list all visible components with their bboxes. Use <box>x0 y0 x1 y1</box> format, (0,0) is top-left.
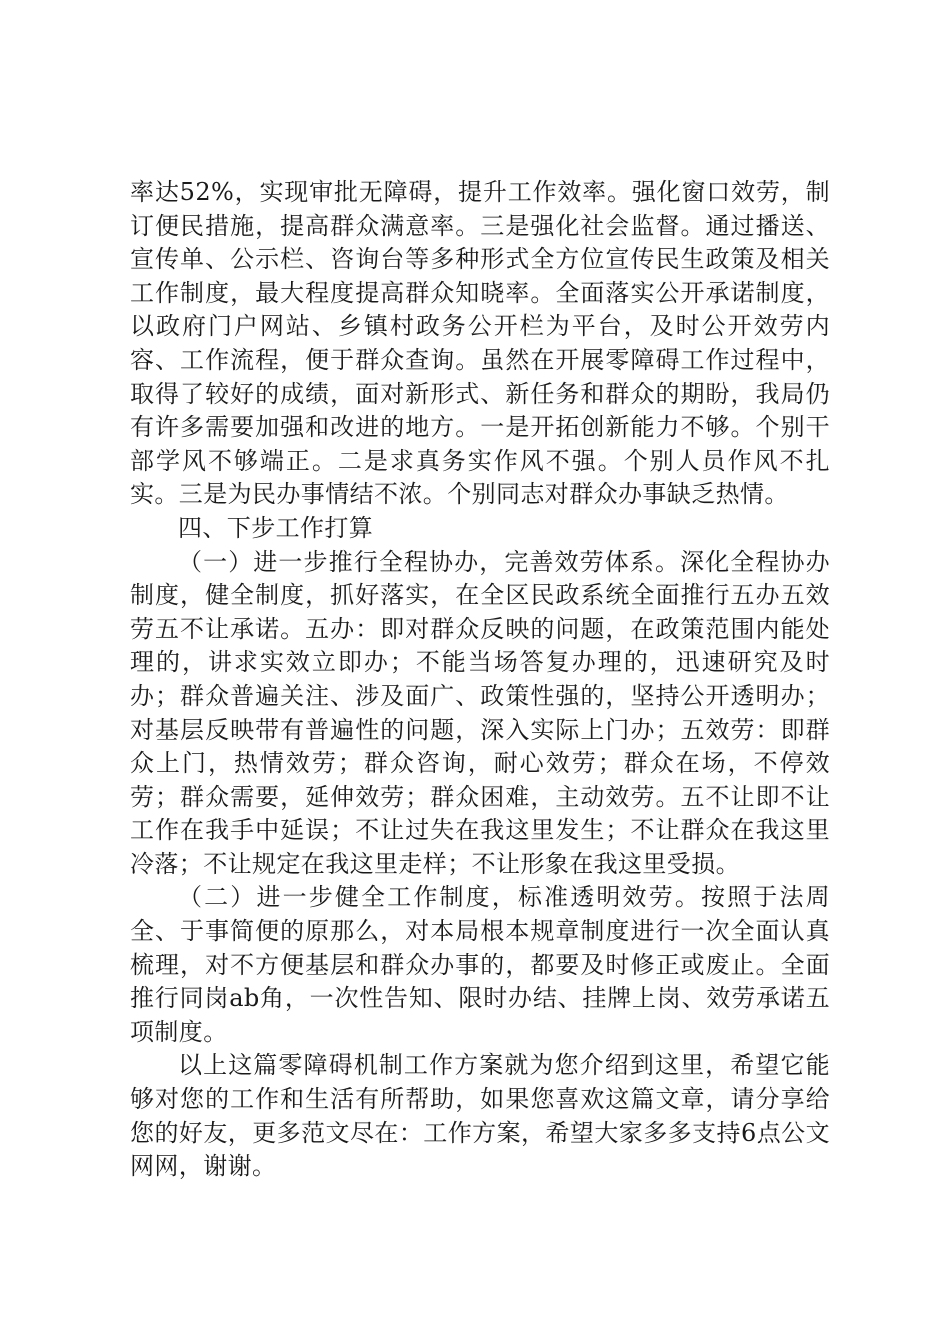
paragraph-continuation: 率达52%，实现审批无障碍，提升工作效率。强化窗口效劳，制订便民措施，提高群众满意率。三是强化社会监督。通过播送、宣传单、公示栏、咨询台等多种形式全方位宣传民生政策及相关工作制度，最大程度提高群众知晓率。全面落实公开承诺制度，以政府门户网站、乡镇村政务公开栏为平台，及时公开效劳内容、工作流程，便于群众查询。虽然在开展零障碍工作过程中，取得了较好的成绩，面对新形式、新任务和群众的期盼，我局仍有许多需要加强和改进的地方。一是开拓创新能力不够。个别干部学风不够端正。二是求真务实作风不强。个别人员作风不扎实。三是为民办事情结不浓。个别同志对群众办事缺乏热情。 <box>130 178 830 509</box>
paragraph-closing: 以上这篇零障碍机制工作方案就为您介绍到这里，希望它能够对您的工作和生活有所帮助，如果您喜欢这篇文章，请分享给您的好友，更多范文尽在：工作方案，希望大家多多支持6点公文网网，谢谢。 <box>130 1051 830 1181</box>
paragraph-item-one: （一）进一步推行全程协办，完善效劳体系。深化全程协办制度，健全制度，抓好落实，在全区民政系统全面推行五办五效劳五不让承诺。五办：即对群众反映的问题，在政策范围内能处理的，讲求实效立即办；不能当场答复办理的，迅速研究及时办；群众普遍关注、涉及面广、政策性强的，坚持公开透明办；对基层反映带有普遍性的问题，深入实际上门办；五效劳：即群众上门，热情效劳；群众咨询，耐心效劳；群众在场，不停效劳；群众需要，延伸效劳；群众困难，主动效劳。五不让即不让工作在我手中延误；不让过失在我这里发生；不让群众在我这里冷落；不让规定在我这里走样；不让形象在我这里受损。 <box>130 547 830 878</box>
section-heading-next-steps: 四、下步工作打算 <box>178 513 374 542</box>
document-body <box>130 176 830 1184</box>
paragraph-item-two: （二）进一步健全工作制度，标准透明效劳。按照于法周全、于事简便的原那么，对本局根本规章制度进行一次全面认真梳理，对不方便基层和群众办事的，都要及时修正或废止。全面推行同岗ab角，一次性告知、限时办结、挂牌上岗、效劳承诺五项制度。 <box>130 883 830 1046</box>
